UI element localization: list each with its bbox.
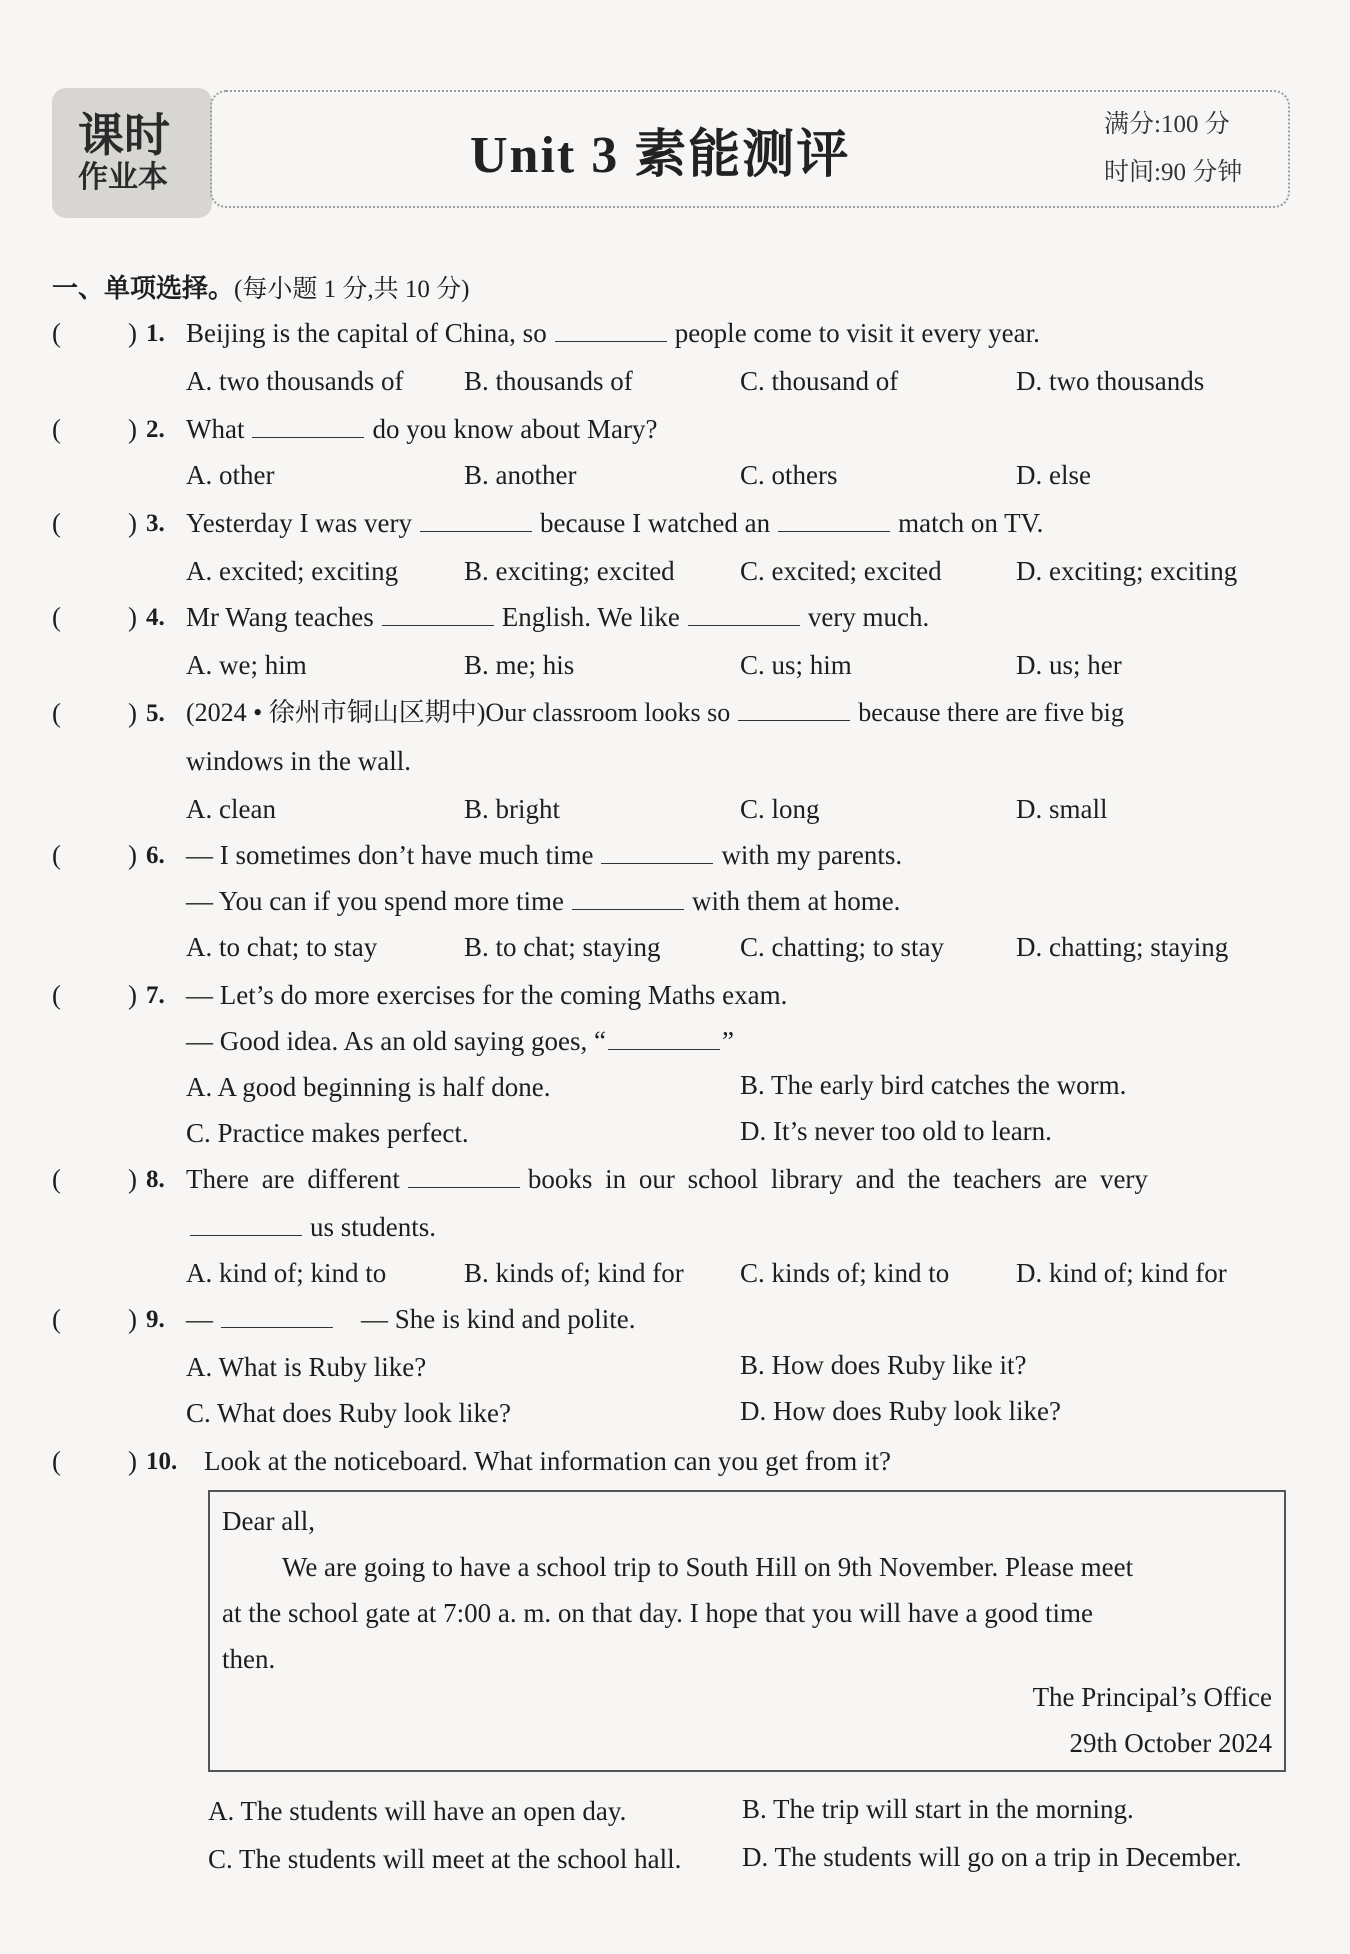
option-c: C. Practice makes perfect.: [186, 1118, 469, 1148]
option-b: B. How does Ruby like it?: [740, 1350, 1027, 1380]
stem-part: (2024 • 徐州市铜山区期中)Our classroom looks so: [186, 698, 731, 727]
option-b: B. exciting; excited: [464, 556, 675, 586]
answer-blank[interactable]: [408, 1165, 520, 1188]
notice-line: We are going to have a school trip to South Hill on 9th November. Please meet: [282, 1552, 1134, 1582]
option-b: B. to chat; staying: [464, 932, 661, 962]
option-c: C. kinds of; kind to: [740, 1258, 950, 1288]
stem-part: people come to visit it every year.: [674, 318, 1040, 348]
stem-part: — She is kind and polite.: [361, 1304, 636, 1334]
stem-part: What: [186, 414, 245, 444]
question-number: 4.: [146, 604, 165, 631]
option-d: D. kind of; kind for: [1016, 1258, 1227, 1288]
question-number: 3.: [146, 510, 165, 537]
question-stem: [186, 600, 929, 634]
option-d: D. us; her: [1016, 650, 1122, 680]
question-number: 2.: [146, 416, 165, 443]
answer-blank[interactable]: [778, 509, 890, 532]
full-score: 满分:100 分: [1104, 111, 1230, 138]
answer-paren-open: (: [52, 508, 61, 538]
option-a: A. What is Ruby like?: [186, 1352, 427, 1382]
notice-signature: The Principal’s Office: [1032, 1682, 1272, 1712]
noticeboard: [208, 1490, 1286, 1772]
notice-line: then.: [222, 1644, 276, 1674]
option-d: D. exciting; exciting: [1016, 556, 1238, 586]
answer-paren-close: ): [128, 414, 137, 444]
logo-line1: 课时: [78, 108, 170, 162]
option-b: B. The trip will start in the morning.: [742, 1794, 1134, 1824]
answer-paren-close: ): [128, 980, 137, 1010]
option-c: C. chatting; to stay: [740, 932, 944, 962]
question-number: 10.: [146, 1448, 178, 1475]
stem-part: do you know about Mary?: [372, 414, 658, 444]
stem-part: — You can if you spend more time: [186, 886, 564, 916]
question-stem: — Let’s do more exercises for the coming Maths exam.: [186, 980, 788, 1010]
question-number: 6.: [146, 842, 165, 869]
option-b: B. The early bird catches the worm.: [740, 1070, 1127, 1100]
answer-blank[interactable]: [382, 603, 494, 626]
stem-part: There are different: [186, 1164, 400, 1194]
question-number: 7.: [146, 982, 165, 1009]
option-d: D. It’s never too old to learn.: [740, 1116, 1052, 1146]
option-c: C. The students will meet at the school hall.: [208, 1844, 682, 1874]
notice-date: 29th October 2024: [1069, 1728, 1272, 1758]
answer-blank[interactable]: [738, 698, 850, 721]
answer-blank[interactable]: [688, 603, 800, 626]
question-number: 1.: [146, 320, 165, 347]
option-a: A. The students will have an open day.: [208, 1796, 627, 1826]
answer-paren-open: (: [52, 980, 61, 1010]
answer-blank[interactable]: [608, 1027, 720, 1050]
page-title: Unit 3 素能测评: [470, 127, 851, 184]
stem-part: because I watched an: [539, 508, 771, 538]
stem-continuation: windows in the wall.: [186, 746, 411, 776]
section-heading: [52, 268, 469, 305]
option-d: D. How does Ruby look like?: [740, 1396, 1061, 1426]
option-a: A. we; him: [186, 650, 307, 680]
option-d: D. small: [1016, 794, 1108, 824]
answer-paren-open: (: [52, 414, 61, 444]
stem-part: because there are five big: [858, 698, 1124, 727]
option-a: A. excited; exciting: [186, 556, 399, 586]
answer-paren-open: (: [52, 1304, 61, 1334]
option-c: C. excited; excited: [740, 556, 942, 586]
question-stem: [186, 1162, 1148, 1196]
option-a: A. kind of; kind to: [186, 1258, 387, 1288]
option-a: A. A good beginning is half done.: [186, 1072, 551, 1102]
stem-part: us students.: [310, 1212, 437, 1242]
answer-paren-close: ): [128, 508, 137, 538]
question-number: 9.: [146, 1306, 165, 1333]
stem-part: books in our school library and the teachers are very: [527, 1164, 1148, 1194]
answer-blank[interactable]: [190, 1213, 302, 1236]
question-stem: Look at the noticeboard. What information can you get from it?: [204, 1446, 892, 1476]
question-stem-line2: [186, 1024, 734, 1058]
question-number: 5.: [146, 700, 165, 727]
question-stem: [186, 316, 1040, 350]
notice-line: at the school gate at 7:00 a. m. on that day. I hope that you will have a good time: [222, 1598, 1094, 1628]
answer-paren-open: (: [52, 318, 61, 348]
question-stem-line2: [186, 884, 900, 918]
answer-blank[interactable]: [221, 1305, 333, 1328]
option-c: C. others: [740, 460, 838, 490]
section-note: (每小题 1 分,共 10 分): [234, 276, 470, 303]
option-a: A. other: [186, 460, 275, 490]
option-c: C. us; him: [740, 650, 852, 680]
answer-paren-open: (: [52, 602, 61, 632]
stem-part: —: [186, 1304, 213, 1334]
stem-part: with them at home.: [691, 886, 901, 916]
option-b: B. another: [464, 460, 577, 490]
answer-blank[interactable]: [601, 841, 713, 864]
option-c: C. long: [740, 794, 820, 824]
answer-paren-close: ): [128, 1164, 137, 1194]
answer-blank[interactable]: [555, 319, 667, 342]
stem-part: Yesterday I was very: [186, 508, 412, 538]
notice-greeting: Dear all,: [222, 1506, 315, 1536]
stem-part: ”: [721, 1026, 734, 1056]
answer-paren-close: ): [128, 318, 137, 348]
answer-blank[interactable]: [252, 415, 364, 438]
question-number: 8.: [146, 1166, 165, 1193]
question-stem-line2: [186, 1210, 436, 1244]
stem-part: English. We like: [501, 602, 680, 632]
option-d: D. two thousands: [1016, 366, 1205, 396]
section-title: 一、单项选择。: [52, 274, 235, 303]
option-b: B. bright: [464, 794, 561, 824]
answer-paren-open: (: [52, 840, 61, 870]
answer-blank[interactable]: [572, 887, 684, 910]
answer-paren-close: ): [128, 602, 137, 632]
time-limit: 时间:90 分钟: [1104, 159, 1243, 186]
question-stem: [186, 1302, 635, 1336]
stem-part: with my parents.: [721, 840, 903, 870]
publisher-logo: [52, 88, 212, 218]
stem-part: very much.: [807, 602, 930, 632]
logo-line2: 作业本: [78, 160, 168, 195]
stem-part: — I sometimes don’t have much time: [186, 840, 594, 870]
question-stem: [186, 506, 1043, 540]
stem-part: Beijing is the capital of China, so: [186, 318, 547, 348]
option-b: B. me; his: [464, 650, 575, 680]
option-c: C. What does Ruby look like?: [186, 1398, 511, 1428]
option-d: D. else: [1016, 460, 1091, 490]
option-a: A. clean: [186, 794, 276, 824]
option-b: B. thousands of: [464, 366, 633, 396]
option-b: B. kinds of; kind for: [464, 1258, 684, 1288]
answer-paren-open: (: [52, 1446, 61, 1476]
question-stem: [186, 696, 1124, 730]
option-d: D. The students will go on a trip in December.: [742, 1842, 1242, 1872]
answer-paren-close: ): [128, 698, 137, 728]
option-a: A. two thousands of: [186, 366, 404, 396]
answer-blank[interactable]: [420, 509, 532, 532]
question-stem: [186, 838, 902, 872]
answer-paren-open: (: [52, 1164, 61, 1194]
answer-paren-close: ): [128, 1304, 137, 1334]
answer-paren-close: ): [128, 840, 137, 870]
option-a: A. to chat; to stay: [186, 932, 378, 962]
answer-paren-close: ): [128, 1446, 137, 1476]
question-stem: [186, 412, 657, 446]
answer-paren-open: (: [52, 698, 61, 728]
option-c: C. thousand of: [740, 366, 899, 396]
stem-part: — Good idea. As an old saying goes, “: [186, 1026, 606, 1056]
option-d: D. chatting; staying: [1016, 932, 1229, 962]
stem-part: Mr Wang teaches: [186, 602, 374, 632]
stem-part: match on TV.: [898, 508, 1044, 538]
